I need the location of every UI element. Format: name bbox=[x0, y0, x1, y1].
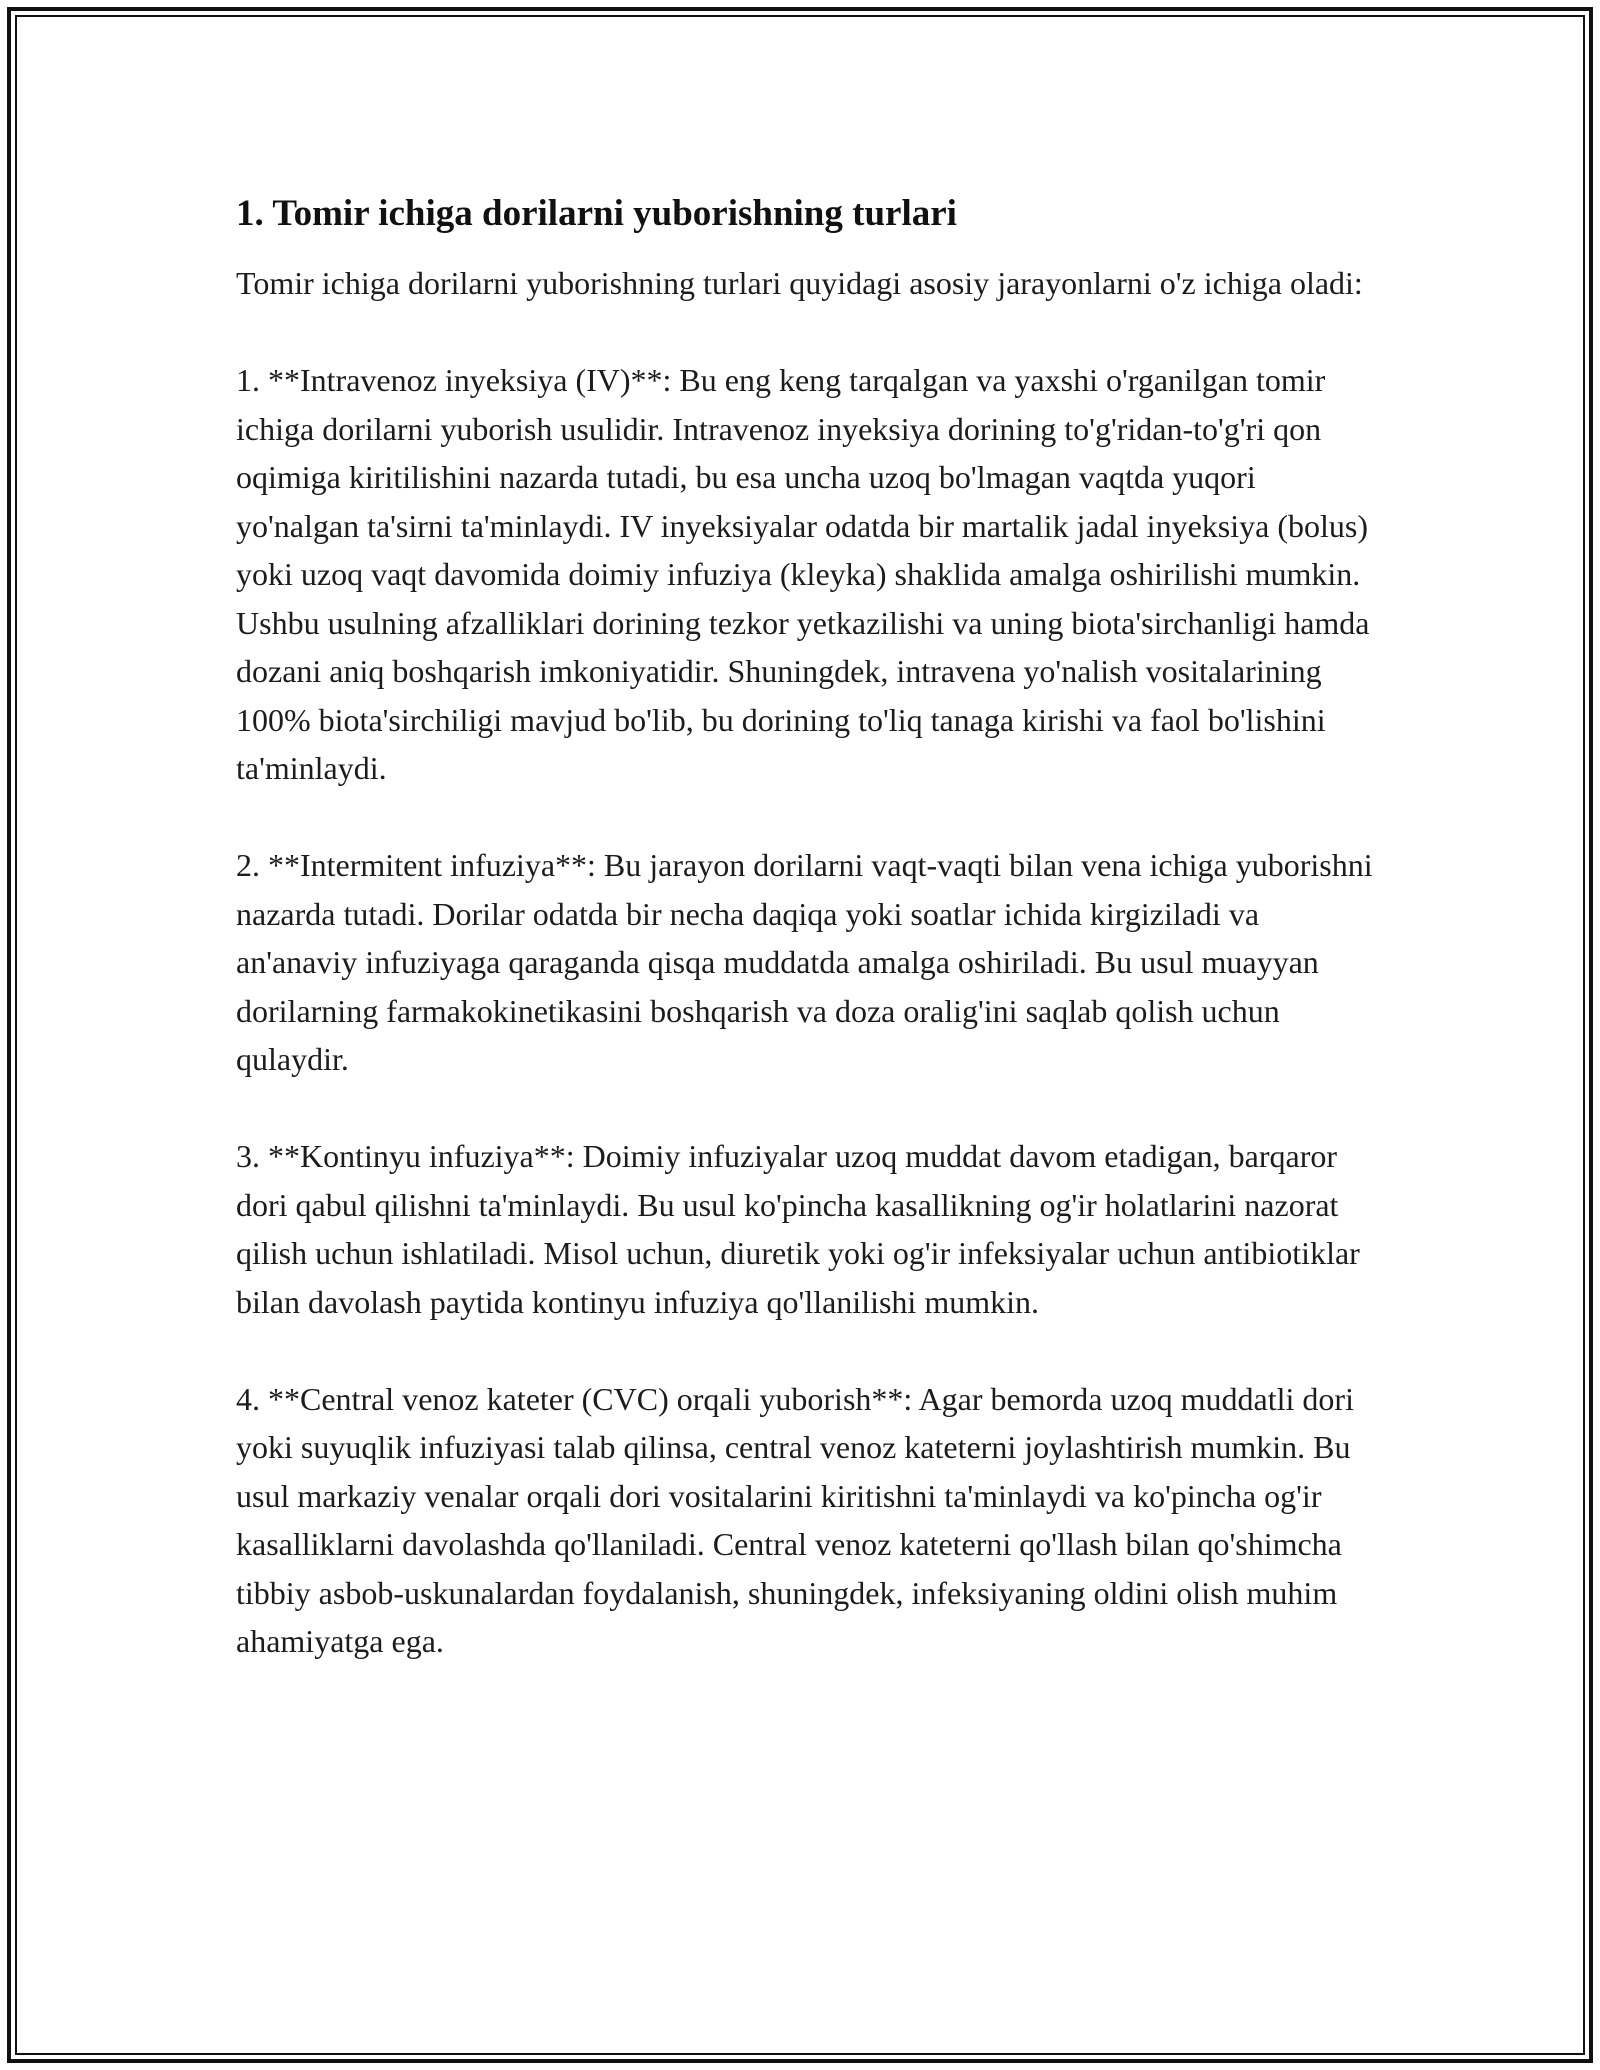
paragraph-intermitent-infuziya: 2. **Intermitent infuziya**: Bu jarayon dorilarni vaqt-vaqti bilan vena ichiga yuborishni nazarda tutadi. Dorilar odatda bir necha daqiqa yoki soatlar ichida kirgiziladi va an'anaviy infuziyaga qaraganda qisqa muddatda amalga oshiriladi. Bu usul muayyan dorilarning farmakokinetikasini boshqarish va doza oralig'ini saqlab qolish uchun qulaydir. bbox=[236, 847, 1373, 1077]
intro-paragraph: Tomir ichiga dorilarni yuborishning turlari quyidagi asosiy jarayonlarni o'z ichiga oladi: bbox=[236, 265, 1363, 301]
paragraph-intravenoz-inyeksiya: 1. **Intravenoz inyeksiya (IV)**: Bu eng keng tarqalgan va yaxshi o'rganilgan tomir ichiga dorilarni yuborish usulidir. Intravenoz inyeksiya dorining to'g'ridan-to'g'ri qon oqimiga kiritilishini nazarda tutadi, bu esa uncha uzoq bo'lmagan vaqtda yuqori yo'nalgan ta'sirni ta'minlaydi. IV inyeksiyalar odatda bir martalik jadal inyeksiya (bolus) yoki uzoq vaqt davomida doimiy infuziya (kleyka) shaklida amalga oshirilishi mumkin. Ushbu usulning afzalliklari dorining tezkor yetkazilishi va uning biota'sirchanligi hamda dozani aniq boshqarish imkoniyatidir. Shuningdek, intravena yo'nalish vositalarining 100% biota'sirchiligi mavjud bo'lib, bu dorining to'liq tanaga kirishi va faol bo'lishini ta'minlaydi. bbox=[236, 362, 1370, 786]
paragraph-central-venoz-kateter: 4. **Central venoz kateter (CVC) orqali yuborish**: Agar bemorda uzoq muddatli dori yoki suyuqlik infuziyasi talab qilinsa, central venoz kateterni joylashtirish mumkin. Bu usul markaziy venalar orqali dori vositalarini kiritishni ta'minlaydi va ko'pincha og'ir kasalliklarni davolashda qo'llaniladi. Central venoz kateterni qo'llash bilan qo'shimcha tibbiy asbob-uskunalardan foydalanish, shuningdek, infeksiyaning oldini olish muhim ahamiyatga ega. bbox=[236, 1380, 1354, 1659]
section-heading: 1. Tomir ichiga dorilarni yuborishning turlari bbox=[236, 193, 957, 234]
document-body bbox=[236, 186, 1376, 1666]
paragraph-kontinyu-infuziya: 3. **Kontinyu infuziya**: Doimiy infuziyalar uzoq muddat davom etadigan, barqaror dori qabul qilishni ta'minlaydi. Bu usul ko'pincha kasallikning og'ir holatlarini nazorat qilish uchun ishlatiladi. Misol uchun, diuretik yoki og'ir infeksiyalar uchun antibiotiklar bilan davolash paytida kontinyu infuziya qo'llanilishi mumkin. bbox=[236, 1138, 1360, 1320]
